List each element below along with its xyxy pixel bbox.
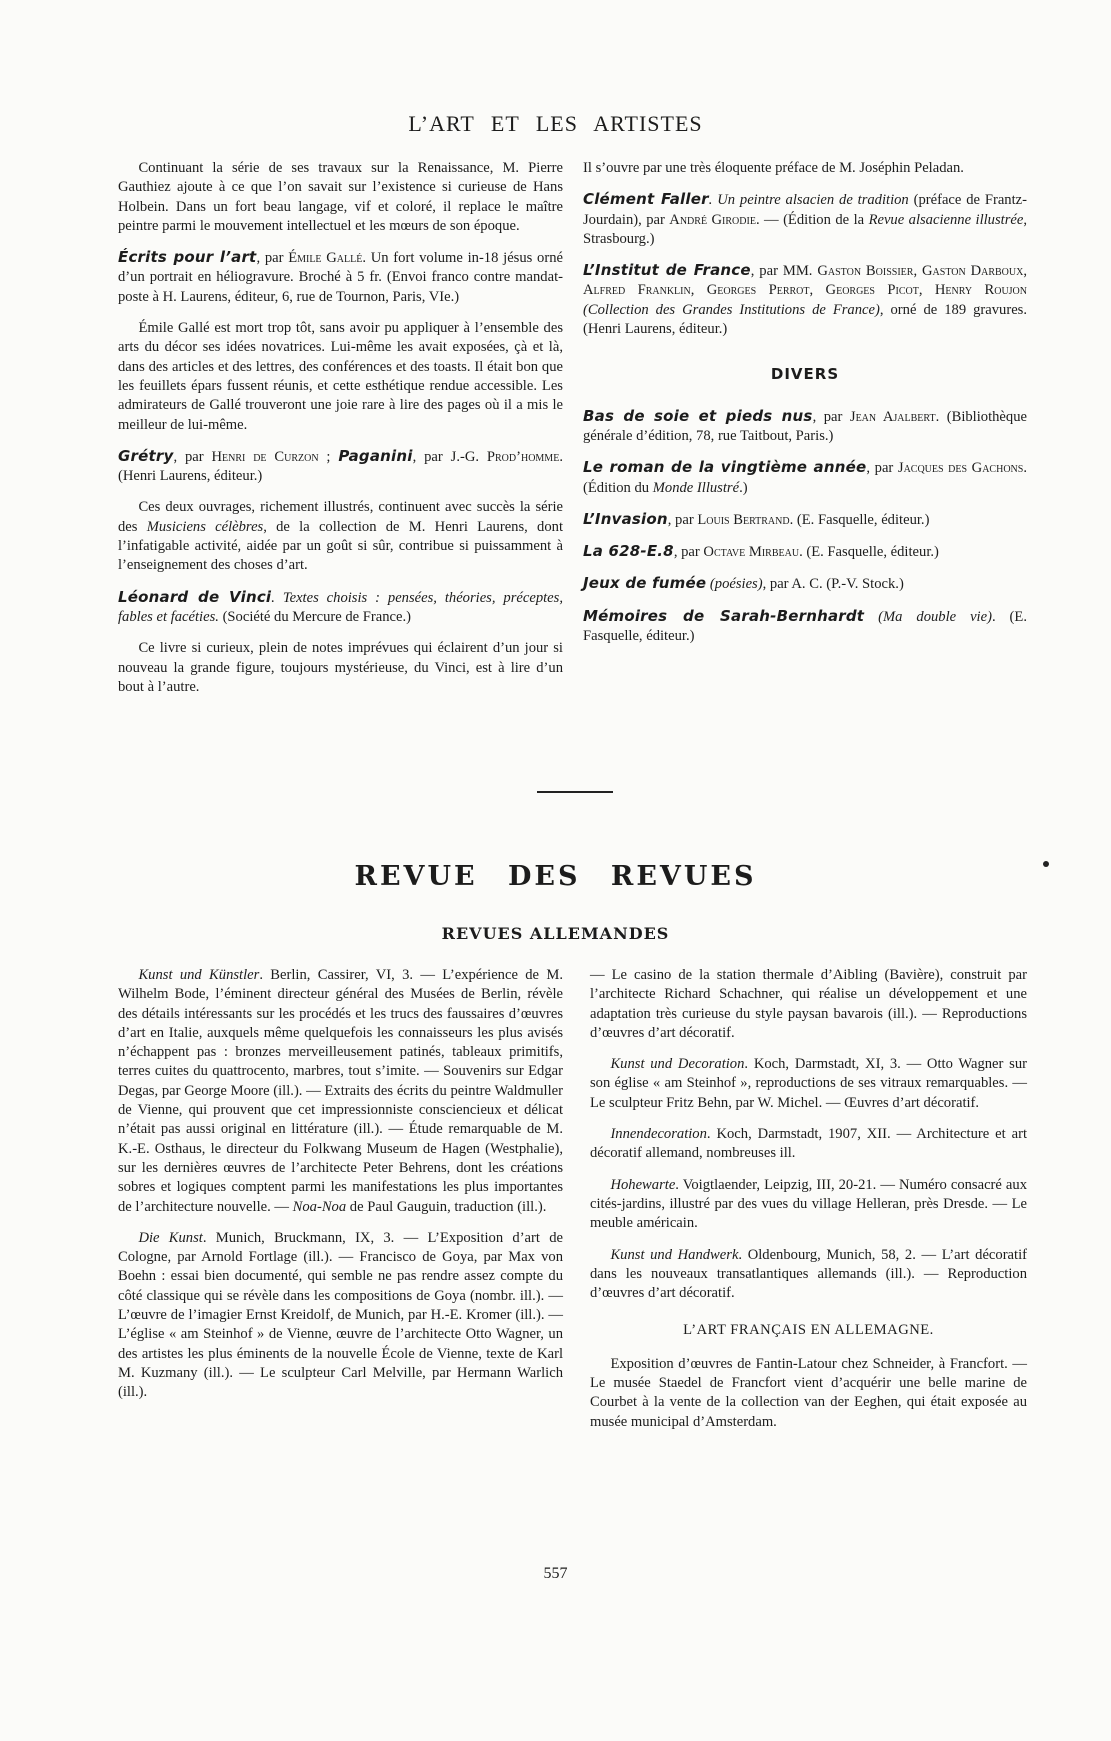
running-head: L’ART ET LES ARTISTES (408, 111, 703, 136)
divers-entry: Jeux de fumée (poésies), par A. C. (P.-V. Stock.) (583, 574, 904, 593)
faller-title: Clément Faller (583, 190, 709, 209)
die-kunst-entry: Die Kunst. Munich, Bruckmann, IX, 3. — L’Exposition d’art de Cologne, par Arnold Fortlage (ill.). — Francisco de Goya, par Max von Boehn : essai bien documenté, qui semble ne pas rendre assez compte du côté classique qui se révèle dans les compositions de Goya (nombr. ill.). — L’œuvre de l’imagier Ernst Kreidolf, de Munich, par H.-E. Kromer (ill.). — L’église « am Steinhof » de Vienne, œuvre de l’architecte Otto Wagner, un des artistes les plus éminents de la nouvelle École de Vienne, texte de Karl M. Kuzmany (ill.). — Le sculpteur Carl Melville, par Hermann Warlich (ill.). (118, 1229, 563, 1401)
bottom-right-column (590, 966, 1027, 1444)
stray-dot (1043, 861, 1049, 867)
divers-entry: L’Invasion, par Louis Bertrand. (E. Fasquelle, éditeur.) (583, 509, 930, 528)
institut-entry: L’Institut de France, par MM. Gaston Boissier, Gaston Darboux, Alfred Franklin, Georges Perrot, Georges Picot, Henry Roujon (Collection des Grandes Institutions de France), orné de 189 gravures. (Henri Laurens, éditeur.) (583, 261, 1028, 338)
leonard-body: Ce livre si curieux, plein de notes imprévues qui éclairent d’un jour si nouveau la grande figure, toujours mystérieuse, du Vinci, est à lire d’un bout à l’autre. (118, 640, 563, 695)
hohewarte-entry: Hohewarte. Voigtlaender, Leipzig, III, 20-21. — Numéro consacré aux cités-jardins, illustré par des vues du village Helleran, près Dresde. — Le meuble américain. (590, 1176, 1027, 1232)
art-francais-heading: L’ART FRANÇAIS EN ALLEMAGNE. (683, 1322, 934, 1339)
leonard-title: Léonard de Vinci (118, 587, 272, 606)
top-left-column (118, 159, 563, 709)
institut-title: L’Institut de France (583, 261, 751, 280)
divers-entry: Le roman de la vingtième année, par Jacques des Gachons. (Édition du Monde Illustré.) (583, 458, 1027, 496)
vinci-tail: Il s’ouvre par une très éloquente préface de M. Joséphin Peladan. (583, 160, 964, 176)
divers-entry: La 628-E.8, par Octave Mirbeau. (E. Fasquelle, éditeur.) (583, 542, 939, 561)
gauthiez-paragraph: Continuant la série de ses travaux sur la Renaissance, M. Pierre Gauthiez ajoute à ce que l’on savait sur l’existence si curieuse de Hans Holbein. Dans un fort beau langage, vif et coloré, il replace le maître peintre parmi le mouvement intellectuel et les mœurs de son époque. (118, 160, 563, 234)
gretry-body: Ces deux ouvrages, richement illustrés, continuent avec succès la série des Musiciens célèbres, de la collection de M. Henri Laurens, dont l’infatigable activité, aidée par un goût si sûr, contribue si puissamment à l’enseignement des choses d’art. (118, 499, 564, 574)
kunst-decoration-entry: Kunst und Decoration. Koch, Darmstadt, XI, 3. — Otto Wagner sur son église « am Steinhof », reproductions de ses vitraux remarquables. — Le sculpteur Fritz Behn, par W. Michel. — Œuvres d’art décoratif. (590, 1056, 1027, 1111)
die-kunst-continued: — Le casino de la station thermale d’Aibling (Bavière), construit par l’architecte Richard Schachner, qui réalise un développement et une adaptation très curieuse du style paysan bavarois (ill.). — Reproductions d’œuvres d’art décoratif. (590, 967, 1027, 1041)
ecrits-author: Émile Gallé (288, 250, 363, 267)
top-right-column (583, 159, 1027, 658)
gretry-title: Grétry (118, 446, 174, 465)
revues-allemandes-subtitle: REVUES ALLEMANDES (441, 924, 670, 943)
revue-des-revues-title: REVUE DES REVUES (354, 861, 757, 892)
art-francais-body: Exposition d’œuvres de Fantin-Latour chez Schneider, à Francfort. — Le musée Staedel de Francfort vient d’acquérir une belle marine de Courbet à la vente de la collection van der Eeghen, qui était exposée au musée municipal d’Amsterdam. (590, 1355, 1027, 1430)
paganini-title: Paganini (338, 446, 413, 465)
ecrits-entry: Écrits pour l’art, par Émile Gallé. Un fort volume in-18 jésus orné d’un portrait en héliogravure. Broché à 5 fr. (Envoi franco contre mandat-poste à H. Laurens, éditeur, 6, rue de Tournon, Paris, VIe.) (118, 248, 563, 305)
faller-entry: Clément Faller. Un peintre alsacien de tradition (préface de Frantz-Jourdain), par André Girodie. — (Édition de la Revue alsacienne illustrée, Strasbourg.) (583, 190, 1027, 247)
gretry-entry: Grétry, par Henri de Curzon ; Paganini, par J.-G. Prod’homme. (Henri Laurens, éditeur.) (118, 446, 563, 485)
page-number: 557 (543, 1565, 568, 1582)
bottom-left-column (118, 966, 563, 1415)
divers-entry: Mémoires de Sarah-Bernhardt (Ma double vie). (E. Fasquelle, éditeur.) (583, 606, 1027, 645)
section-divider (537, 791, 613, 793)
divers-heading: DIVERS (770, 365, 840, 384)
leonard-entry: Léonard de Vinci. Textes choisis : pensées, théories, préceptes, fables et facéties. (Société du Mercure de France.) (118, 587, 563, 625)
ecrits-body: Émile Gallé est mort trop tôt, sans avoir pu appliquer à l’ensemble des arts du décor ses idées novatrices. Lui-même les avait exposées, çà et là, dans des articles et des lettres, des conférences et des toasts. Il était bon que les feuillets épars fussent réunis, et cette esthétique rendue accessible. Les admirateurs de Gallé trouveront une joie rare à lire des pages où il a mis le meilleur de lui-même. (118, 320, 563, 433)
ecrits-title: Écrits pour l’art (118, 248, 257, 267)
innendecoration-entry: Innendecoration. Koch, Darmstadt, 1907, XII. — Architecture et art décoratif allemand, nombreuses ill. (590, 1126, 1027, 1162)
kunst-handwerk-entry: Kunst und Handwerk. Oldenbourg, Munich, 58, 2. — L’art décoratif dans les nouveaux transatlantiques allemands (ill.). — Reproduction d’œuvres d’art décoratif. (590, 1246, 1027, 1302)
kunst-kunstler-entry: Kunst und Künstler. Berlin, Cassirer, VI, 3. — L’expérience de M. Wilhelm Bode, l’éminent directeur général des Musées de Berlin, révèle des détails intéressants sur les procédés et les trucs des faussaires d’œuvres d’art en Italie, auxquels même quelquefois les connaisseurs les plus avisés n’échappent pas : bronzes merveilleusement patinés, tableaux primitifs, terres cuites du quattrocento, marbres, tout s’imite. — Souvenirs sur Edgar Degas, par George Moore (ill.). — Extraits des écrits du peintre Waldmuller de Vienne, qui prouvent que cet impressionniste consciencieux et délicat n’était pas aussi original en littérature (ill.). — Étude remarquable de M. K.-E. Osthaus, le directeur du Folkwang Museum de Hagen (Westphalie), sur les dernières œuvres de l’architecte Peter Behrens, dont les créations sobres et logiques comptent parmi les manifestations les plus importantes de l’architecture nouvelle. — Noa-Noa de Paul Gauguin, traduction (ill.). (118, 967, 563, 1215)
divers-entry: Bas de soie et pieds nus, par Jean Ajalbert. (Bibliothèque générale d’édition, 78, rue Taitbout, Paris.) (583, 406, 1027, 444)
